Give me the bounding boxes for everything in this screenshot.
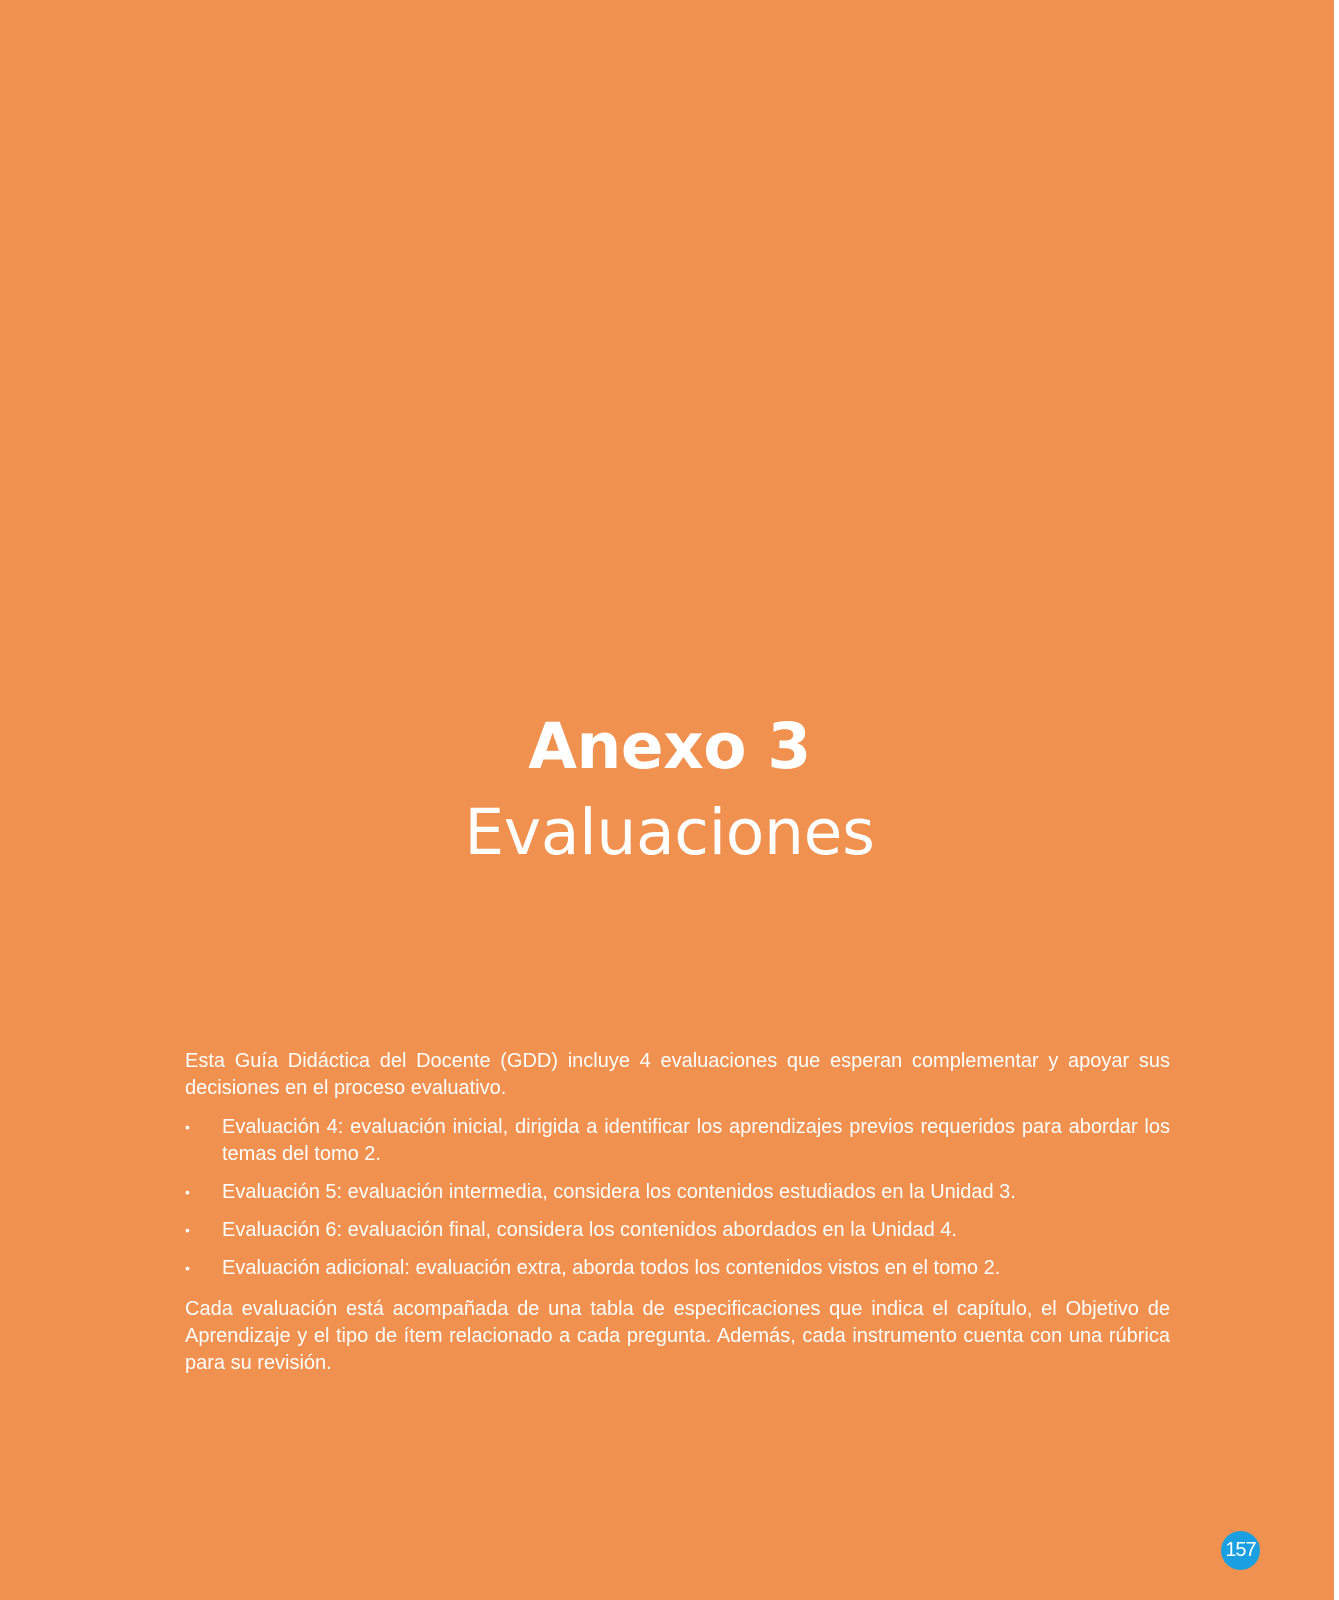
list-item [185, 1179, 1170, 1206]
list-item-text: Evaluación adicional: evaluación extra, aborda todos los contenidos vistos en el tomo 2. [222, 1257, 1001, 1279]
intro-paragraph: Esta Guía Didáctica del Docente (GDD) incluye 4 evaluaciones que esperan complementar y apoyar sus decisiones en el proceso evaluativo. [185, 1050, 1170, 1099]
bullet-icon: • [185, 1184, 190, 1200]
evaluation-list [185, 1114, 1170, 1282]
list-item [185, 1217, 1170, 1244]
list-item [185, 1255, 1170, 1282]
bullet-icon: • [185, 1119, 190, 1135]
closing-paragraph: Cada evaluación está acompañada de una tabla de especificaciones que indica el capítulo, el Objetivo de Aprendizaje y el tipo de ítem relacionado a cada pregunta. Además, cada instrumento cuenta con una rúbrica para su revisión. [185, 1298, 1170, 1374]
page-number-badge: 157 [1221, 1531, 1260, 1570]
bullet-icon: • [185, 1260, 190, 1276]
page-subtitle: Evaluaciones [464, 796, 875, 869]
list-item [185, 1114, 1170, 1168]
bullet-icon: • [185, 1222, 190, 1238]
list-item-text: Evaluación 4: evaluación inicial, dirigida a identificar los aprendizajes previos requeridos para abordar los temas del tomo 2. [222, 1116, 1170, 1165]
body-content [185, 1048, 1170, 1377]
page-title: Anexo 3 [528, 710, 811, 783]
list-item-text: Evaluación 6: evaluación final, considera los contenidos abordados en la Unidad 4. [222, 1219, 957, 1241]
title-block [0, 705, 1339, 875]
list-item-text: Evaluación 5: evaluación intermedia, considera los contenidos estudiados en la Unidad 3. [222, 1181, 1016, 1203]
